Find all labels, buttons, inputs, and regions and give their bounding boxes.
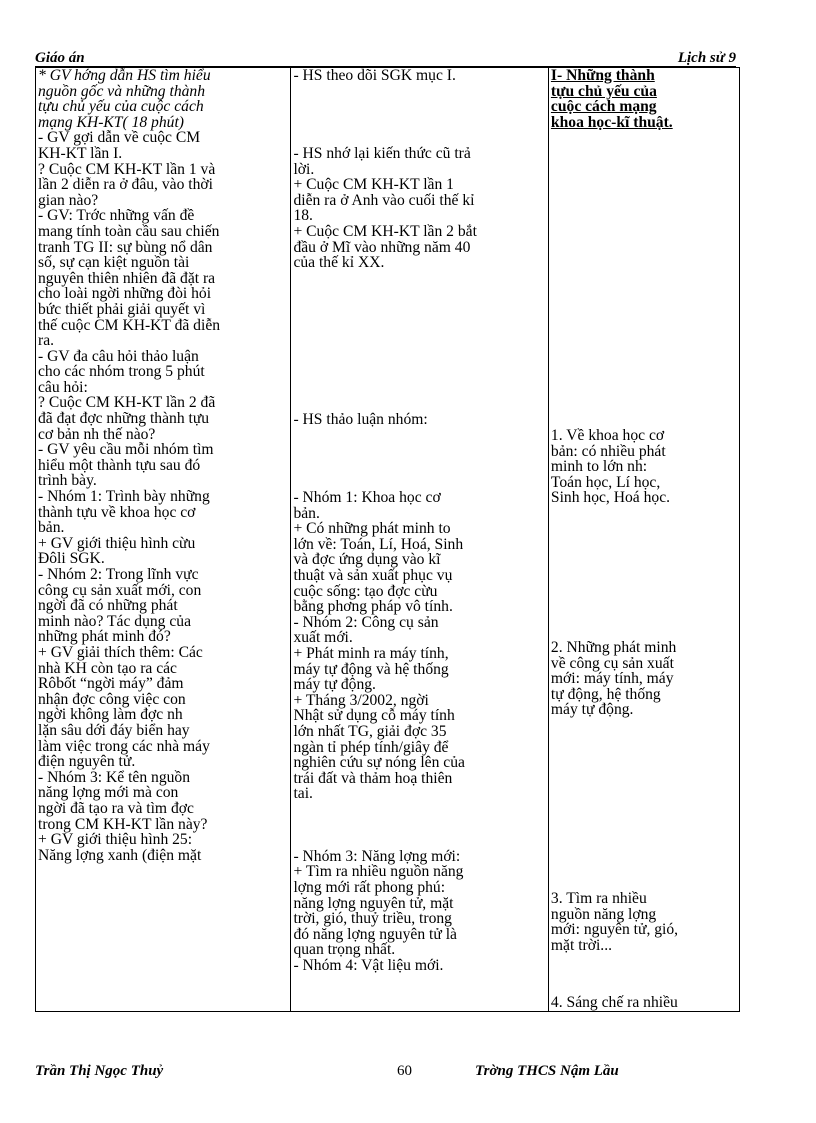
page-footer [35,1063,740,1081]
teacher-text: - GV đa câu hỏi thảo luận cho các nhóm trong 5 phút câu hỏi: ? Cuộc CM KH-KT lần 2 đã đã đạt đợc những thành tựu cơ bản nh thế nào? - GV yêu cầu mỗi nhóm tìm hiểu một thành tựu sau đó trình bày. - Nhóm 1: Trình bày những thành tựu về khoa học cơ bản. [38,347,216,537]
lesson-table [35,67,740,1012]
section-title: I- Những thành tựu chủ yếu của cuộc cách mạng khoa học-kĩ thuật. [550,67,673,131]
table-row [36,68,740,1012]
page-header [35,50,736,67]
content-item: 3. Tìm ra nhiều nguồn năng lợng mới: nguyên tử, gió, mặt trời... [550,890,679,954]
content-cell [548,68,739,1012]
student-text: - Nhóm 1: Khoa học cơ bản. + Có những phát minh to lớn về: Toán, Lí, Hoá, Sinh và đợc ứng dụng vào kĩ thuật và sản xuất phục vụ cuộc sống: tạo đợc cừu bằng phơng pháp vô tính. [293,489,464,616]
student-activity-cell [291,68,548,1012]
teacher-activity-cell [36,68,291,1012]
header-right: Lịch sử 9 [677,50,736,66]
footer-author: Trần Thị Ngọc Thuỷ [35,1063,164,1079]
header-left: Giáo án [35,50,85,66]
footer-school: Trờng THCS Nậm Lầu [475,1063,619,1079]
student-text: - HS nhớ lại kiến thức cũ trả lời. + Cuộc CM KH-KT lần 1 diễn ra ở Anh vào cuối thế kỉ 18. + Cuộc CM KH-KT lần 2 bắt đầu ở Mĩ vào những năm 40 của thế kỉ XX. [293,145,477,272]
student-text: - Nhóm 2: Công cụ sản xuất mới. + Phát minh ra máy tính, máy tự động và hệ thống máy tự động. + Tháng 3/2002, ngời Nhật sử dụng cỗ máy tính lớn nhất TG, giải đợc 35 ngàn tỉ phép tính/giây để nghiên cứu sự nóng lên của trái đất và thảm hoạ thiên tai. [293,613,465,803]
teacher-text: - Nhóm 3: Kể tên nguồn năng lợng mới mà con ngời đã tạo ra và tìm đợc trong CM KH-KT lần này? + GV giới thiệu hình 25: Năng lợng xanh (điện mặt [38,768,208,864]
student-text: - HS theo dõi SGK mục I. [293,67,456,84]
content-item: 4. Sáng chế ra nhiều [550,994,678,1011]
student-text: - Nhóm 4: Vật liệu mới. [293,956,444,974]
page-number: 60 [397,1063,412,1079]
section-intro: * GV hớng dẫn HS tìm hiểu nguồn gốc và những thành tựu chủ yếu của cuộc cách mạng KH-KT( 18 phút) [38,67,211,131]
teacher-text: - GV gợi dẫn về cuộc CM KH-KT lần I. ? Cuộc CM KH-KT lần 1 và lần 2 diễn ra ở đâu, vào thời gian nào? - GV: Trớc những vấn đề mang tính toàn cầu sau chiến tranh TG II: sự bùng nổ dân số, sự cạn kiệt nguồn tài nguyên thiên nhiên đã đặt ra cho loài ngời những đòi hỏi bức thiết phải giải quyết vì thế cuộc CM KH-KT đã diễn ra. [38,129,221,350]
teacher-text: + GV giới thiệu hình cừu Đôli SGK. - Nhóm 2: Trong lĩnh vực công cụ sản xuất mới, con ngời đã có những phát minh nào? Tác dụng của những phát minh đó? + GV giải thích thêm: Các nhà KH còn tạo ra các Rôbốt “ngời máy” đảm nhận đợc công việc con ngời không làm đợc nh lặn sâu dới đáy biển hay làm việc trong các nhà máy điện nguyên tử. [38,534,210,771]
student-text: - HS thảo luận nhóm: [293,411,428,428]
content-item: 1. Về khoa học cơ bản: có nhiều phát minh to lớn nh: Toán học, Lí học, Sinh học, Hoá học. [550,427,671,507]
student-text: - Nhóm 3: Năng lợng mới: + Tìm ra nhiều nguồn năng lợng mới rất phong phú: năng lợng nguyên tử, mặt trời, gió, thuỷ triều, trong đó năng lợng nguyên tử là quan trọng nhất. [293,847,464,959]
content-item: 2. Những phát minh về công cụ sản xuất mới: máy tính, máy tự động, hệ thống máy tự động. [550,639,677,719]
